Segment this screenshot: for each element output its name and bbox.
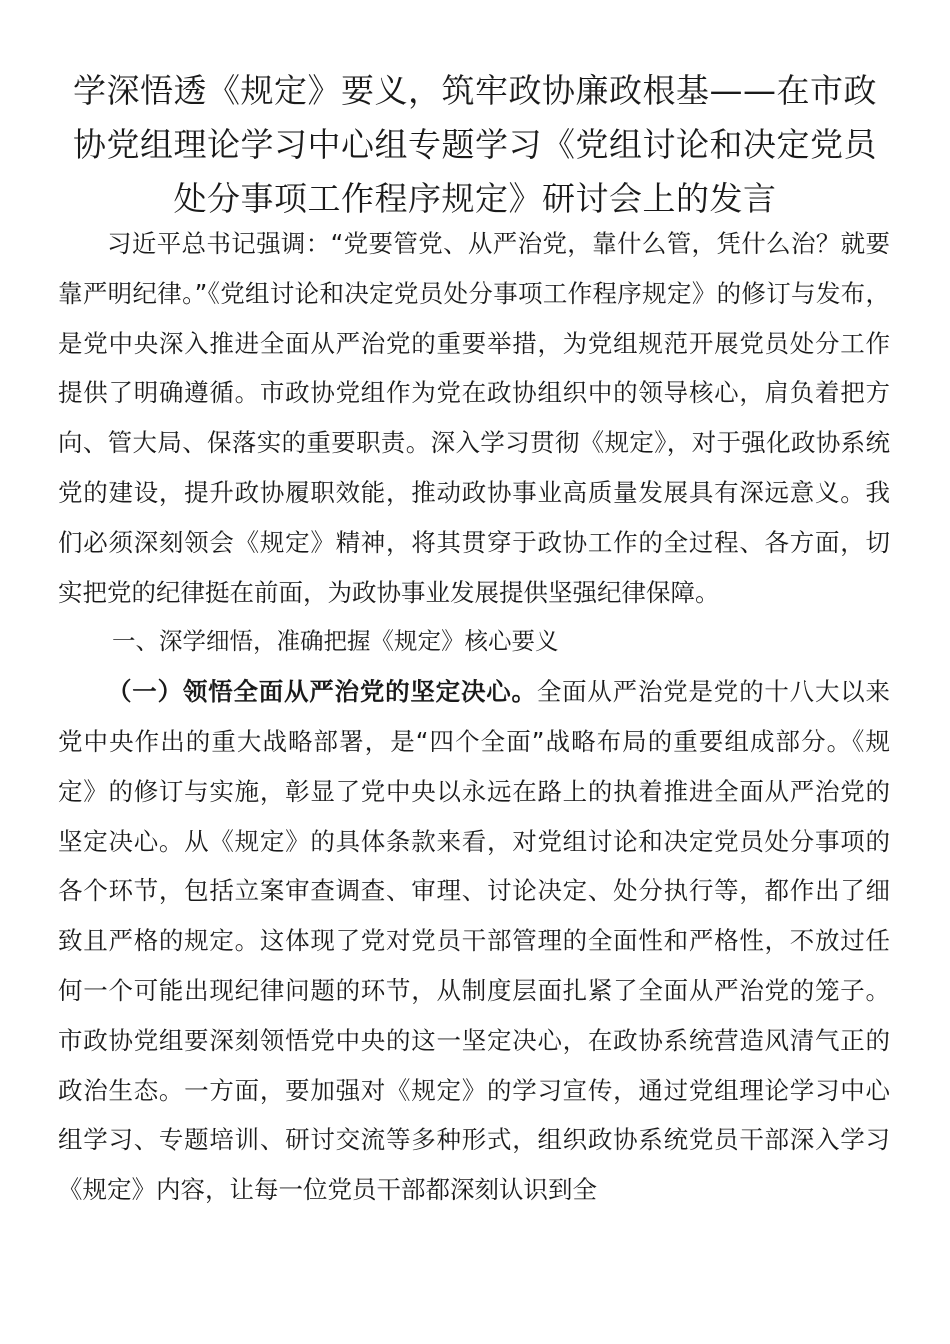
document-body bbox=[58, 219, 890, 1215]
subsection-paragraph bbox=[58, 667, 890, 1215]
document-title: 学深悟透《规定》要义，筑牢政协廉政根基——在市政协党组理论学习中心组专题学习《党组讨论和决定党员处分事项工作程序规定》研讨会上的发言 bbox=[73, 71, 877, 218]
intro-paragraph: 习近平总书记强调：“党要管党、从严治党，靠什么管，凭什么治？就要靠严明纪律。”《党组讨论和决定党员处分事项工作程序规定》的修订与发布，是党中央深入推进全面从严治党的重要举措，为党组规范开展党员处分工作提供了明确遵循。市政协党组作为党在政协组织中的领导核心，肩负着把方向、管大局、保落实的重要职责。深入学习贯彻《规定》，对于强化政协系统党的建设，提升政协履职效能，推动政协事业高质量发展具有深远意义。我们必须深刻领会《规定》精神，将其贯穿于政协工作的全过程、各方面，切实把党的纪律挺在前面，为政协事业发展提供坚强纪律保障。 bbox=[58, 229, 890, 607]
subsection-text: 全面从严治党是党的十八大以来党中央作出的重大战略部署，是“四个全面”战略布局的重要组成部分。《规定》的修订与实施，彰显了党中央以永远在路上的执着推进全面从严治党的坚定决心。从《规定》的具体条款来看，对党组讨论和决定党员处分事项的各个环节，包括立案审查调查、审理、讨论决定、处分执行等，都作出了细致且严格的规定。这体现了党对党员干部管理的全面性和严格性，不放过任何一个可能出现纪律问题的环节，从制度层面扎紧了全面从严治党的笼子。市政协党组要深刻领悟党中央的这一坚定决心，在政协系统营造风清气正的政治生态。一方面，要加强对《规定》的学习宣传，通过党组理论学习中心组学习、专题培训、研讨交流等多种形式，组织政协系统党员干部深入学习《规定》内容，让每一位党员干部都深刻认识到全 bbox=[58, 677, 891, 1205]
subsection-lead: （一）领悟全面从严治党的坚定决心。 bbox=[107, 677, 537, 707]
section-heading: 一、深学细悟，准确把握《规定》核心要义 bbox=[112, 627, 559, 656]
